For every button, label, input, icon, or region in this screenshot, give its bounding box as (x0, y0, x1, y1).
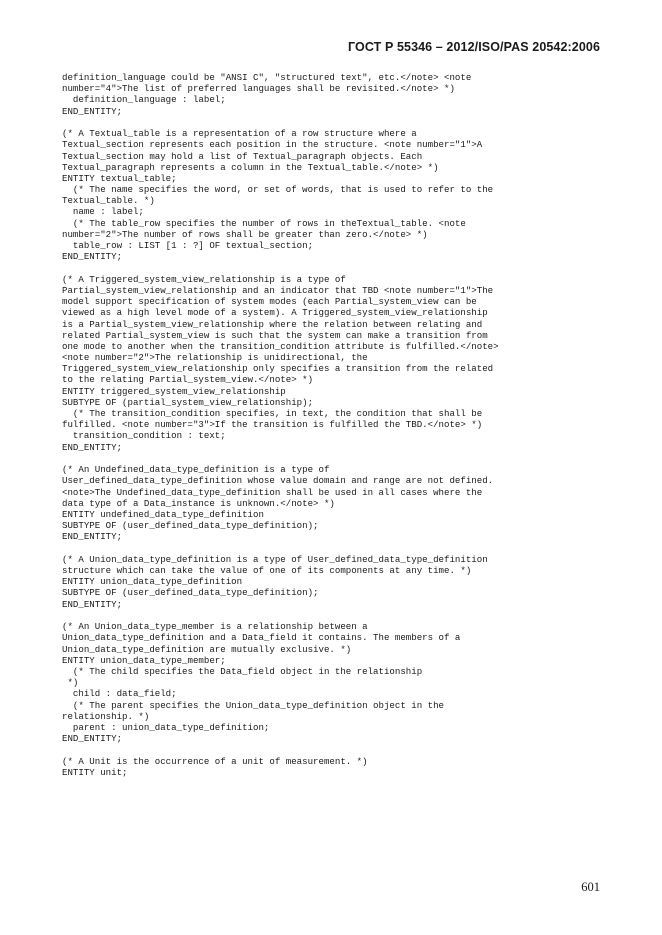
express-code-listing (62, 72, 622, 778)
code-line: name : label; (62, 206, 144, 218)
code-line: (* A Union_data_type_definition is a type of User_defined_data_type_definition (62, 553, 488, 565)
code-line: SUBTYPE OF (partial_system_view_relationship); (62, 396, 314, 408)
code-line: parent : union_data_type_definition; (62, 721, 270, 733)
code-line: END_ENTITY; (62, 598, 123, 610)
code-line: (* The name specifies the word, or set of words, that is used to refer to the (62, 184, 494, 196)
code-line: ENTITY undefined_data_type_definition (62, 508, 264, 520)
code-line: fulfilled. <note number="3">If the transition is fulfilled the TBD.</note> *) (62, 419, 483, 431)
code-line: Partial_system_view_relationship and an indicator that TBD <note number="1">The (62, 284, 494, 296)
code-line: Union_data_type_definition are mutually exclusive. *) (62, 643, 352, 655)
code-line: <note>The Undefined_data_type_definition shall be used in all cases where the (62, 486, 483, 498)
code-line: one mode to another when the transition_condition attribute is fulfilled.</note> (62, 340, 499, 352)
code-line: data type of a Data_instance is unknown.</note> *) (62, 497, 335, 509)
code-line: END_ENTITY; (62, 105, 123, 117)
code-line: ENTITY triggered_system_view_relationship (62, 385, 286, 397)
code-line: SUBTYPE OF (user_defined_data_type_definition); (62, 587, 319, 599)
code-line: END_ENTITY; (62, 251, 123, 263)
blank-line (62, 610, 622, 621)
code-line: ENTITY unit; (62, 766, 128, 778)
code-line: END_ENTITY; (62, 441, 123, 453)
code-line: *) (62, 677, 79, 689)
blank-line (62, 542, 622, 553)
blank-line (62, 117, 622, 128)
code-line: (* The transition_condition specifies, in text, the condition that shall be (62, 408, 483, 420)
code-line: (* The child specifies the Data_field object in the relationship (62, 665, 423, 677)
code-line: User_defined_data_type_definition whose value domain and range are not defined. (62, 475, 494, 487)
code-line: Textual_table. *) (62, 195, 155, 207)
code-line: number="2">The number of rows shall be greater than zero.</note> *) (62, 228, 428, 240)
code-line: definition_language could be "ANSI C", "structured text", etc.</note> <note (62, 72, 472, 83)
code-line: viewed as a high level mode of a system). A Triggered_system_view_relationship (62, 307, 488, 319)
blank-line (62, 262, 622, 273)
code-line: model support specification of system modes (each Partial_system_view can be (62, 296, 477, 308)
code-line: Textual_section represents each position in the structure. <note number="1">A (62, 139, 483, 151)
code-line: relationship. *) (62, 710, 150, 722)
code-line: child : data_field; (62, 688, 177, 700)
blank-line (62, 744, 622, 755)
code-line: number="4">The list of preferred languages shall be revisited.</note> *) (62, 83, 455, 95)
code-line: Textual_paragraph represents a column in the Textual_table.</note> *) (62, 161, 439, 173)
page-number: 601 (581, 880, 600, 894)
code-line: table_row : LIST [1 : ?] OF textual_section; (62, 240, 314, 252)
code-line: END_ENTITY; (62, 531, 123, 543)
code-line: (* The table_row specifies the number of rows in theTextual_table. <note (62, 217, 466, 229)
code-line: (* The parent specifies the Union_data_type_definition object in the (62, 699, 444, 711)
code-line: Union_data_type_definition and a Data_field it contains. The members of a (62, 632, 461, 644)
code-line: (* A Triggered_system_view_relationship is a type of (62, 273, 346, 285)
code-line: is a Partial_system_view_relationship where the relation between relating and (62, 318, 483, 330)
code-line: Textual_section may hold a list of Textual_paragraph objects. Each (62, 150, 423, 162)
code-line: (* A Unit is the occurrence of a unit of measurement. *) (62, 755, 368, 767)
code-line: (* A Textual_table is a representation of a row structure where a (62, 128, 417, 140)
document-header: ГОСТ Р 55346 – 2012/ISO/PAS 20542:2006 (348, 40, 600, 54)
code-line: Triggered_system_view_relationship only specifies a transition from the related (62, 363, 494, 375)
code-line: ENTITY textual_table; (62, 172, 177, 184)
code-line: definition_language : label; (62, 94, 226, 106)
code-line: transition_condition : text; (62, 430, 226, 442)
code-line: <note number="2">The relationship is unidirectional, the (62, 352, 368, 364)
code-line: ENTITY union_data_type_definition (62, 576, 243, 588)
code-line: SUBTYPE OF (user_defined_data_type_definition); (62, 520, 319, 532)
blank-line (62, 453, 622, 464)
code-line: to the relating Partial_system_view.</note> *) (62, 374, 314, 386)
code-line: ENTITY union_data_type_member; (62, 654, 226, 666)
code-line: (* An Union_data_type_member is a relationship between a (62, 621, 368, 633)
code-line: (* An Undefined_data_type_definition is a type of (62, 464, 330, 476)
code-line: related Partial_system_view is such that the system can make a transition from (62, 329, 488, 341)
code-line: END_ENTITY; (62, 733, 123, 745)
code-line: structure which can take the value of one of its components at any time. *) (62, 565, 472, 577)
